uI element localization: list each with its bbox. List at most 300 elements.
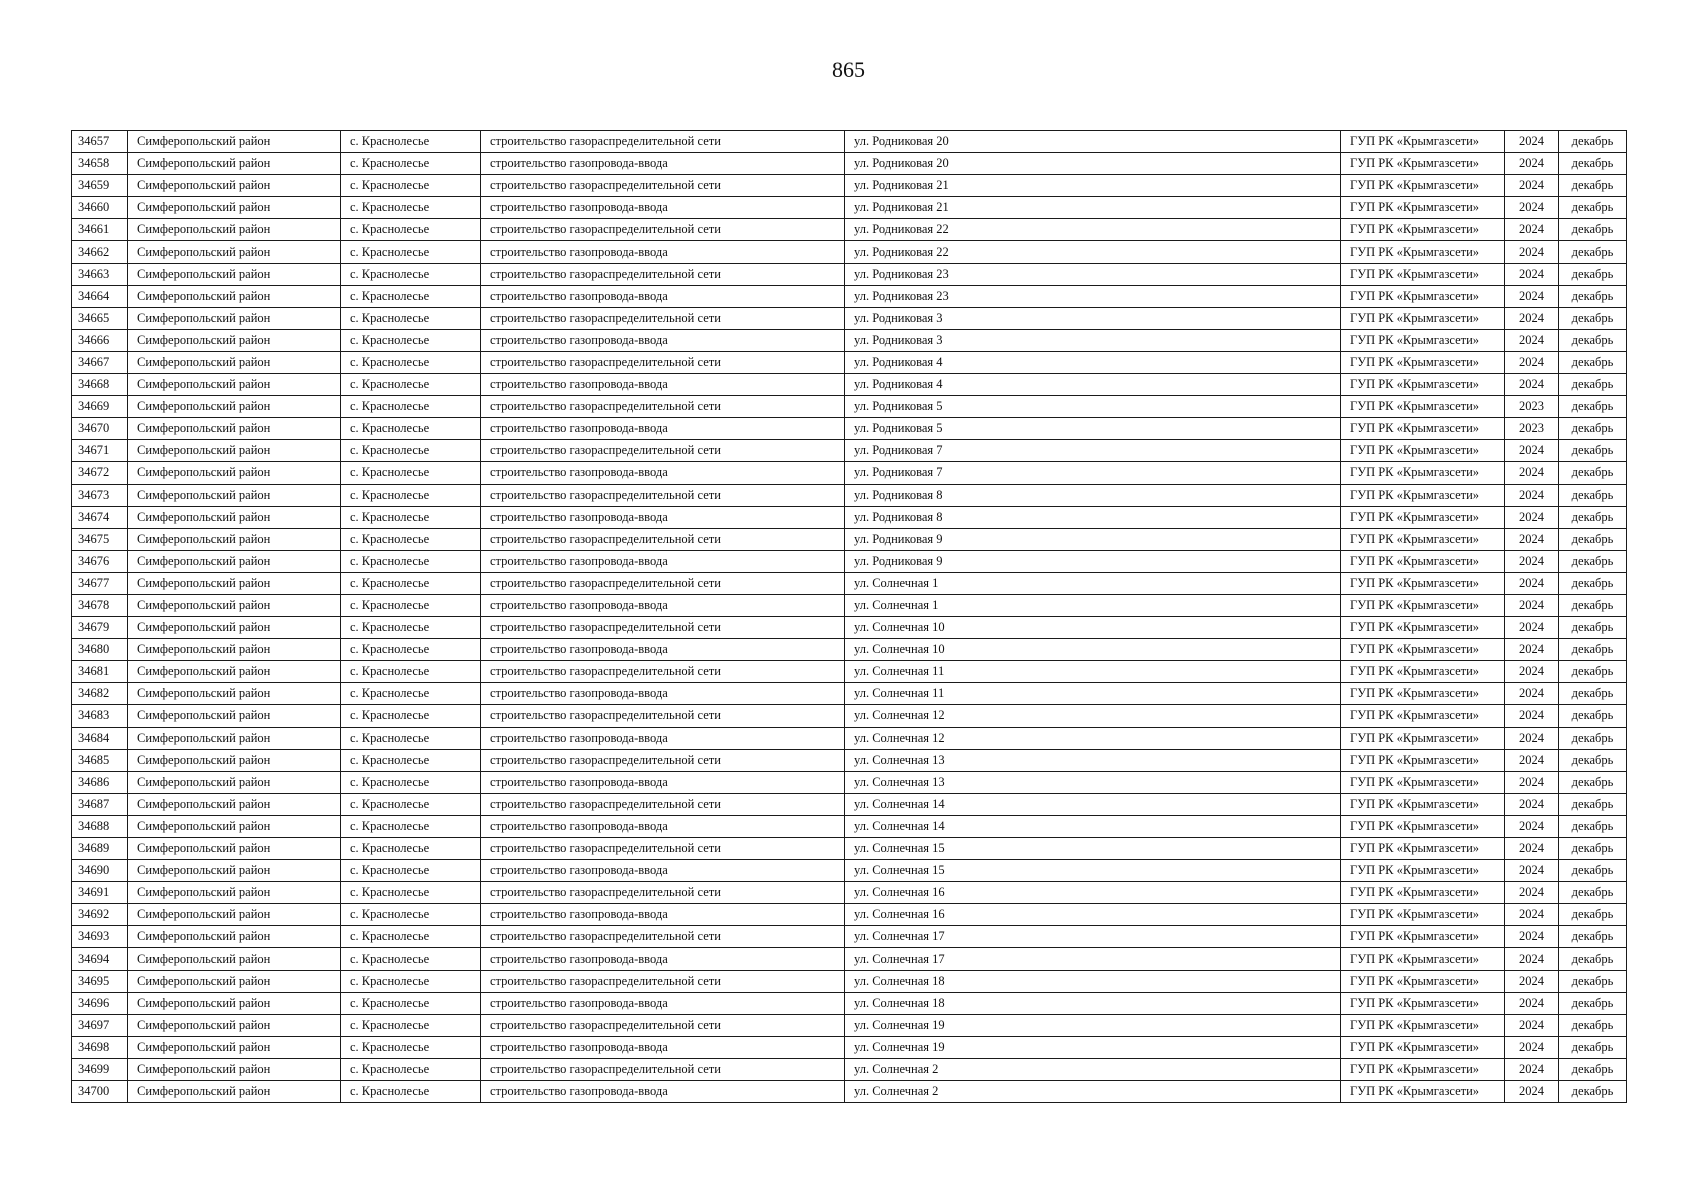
address-cell: ул. Солнечная 12 — [845, 727, 1341, 749]
settlement-cell: с. Краснолесье — [341, 617, 481, 639]
work-type-cell: строительство газопровода-ввода — [481, 1081, 845, 1103]
month-cell: декабрь — [1559, 219, 1627, 241]
settlement-cell: с. Краснолесье — [341, 594, 481, 616]
organization-cell: ГУП РК «Крымгазсети» — [1341, 661, 1505, 683]
address-cell: ул. Родниковая 9 — [845, 528, 1341, 550]
month-cell: декабрь — [1559, 351, 1627, 373]
table-row — [72, 639, 1627, 661]
row-number: 34672 — [72, 462, 128, 484]
district-cell: Симферопольский район — [128, 175, 341, 197]
month-cell: декабрь — [1559, 440, 1627, 462]
month-cell: декабрь — [1559, 1036, 1627, 1058]
year-cell: 2024 — [1505, 1081, 1559, 1103]
address-cell: ул. Родниковая 4 — [845, 374, 1341, 396]
year-cell: 2024 — [1505, 484, 1559, 506]
settlement-cell: с. Краснолесье — [341, 1081, 481, 1103]
address-cell: ул. Солнечная 16 — [845, 904, 1341, 926]
settlement-cell: с. Краснолесье — [341, 219, 481, 241]
table-row — [72, 815, 1627, 837]
settlement-cell: с. Краснолесье — [341, 440, 481, 462]
settlement-cell: с. Краснолесье — [341, 838, 481, 860]
year-cell: 2024 — [1505, 838, 1559, 860]
organization-cell: ГУП РК «Крымгазсети» — [1341, 550, 1505, 572]
organization-cell: ГУП РК «Крымгазсети» — [1341, 1081, 1505, 1103]
table-row — [72, 705, 1627, 727]
settlement-cell: с. Краснолесье — [341, 793, 481, 815]
work-type-cell: строительство газораспределительной сети — [481, 838, 845, 860]
work-type-cell: строительство газопровода-ввода — [481, 639, 845, 661]
row-number: 34658 — [72, 153, 128, 175]
work-type-cell: строительство газопровода-ввода — [481, 550, 845, 572]
address-cell: ул. Солнечная 15 — [845, 860, 1341, 882]
year-cell: 2024 — [1505, 594, 1559, 616]
year-cell: 2024 — [1505, 528, 1559, 550]
district-cell: Симферопольский район — [128, 970, 341, 992]
organization-cell: ГУП РК «Крымгазсети» — [1341, 440, 1505, 462]
table-row — [72, 1036, 1627, 1058]
organization-cell: ГУП РК «Крымгазсети» — [1341, 396, 1505, 418]
organization-cell: ГУП РК «Крымгазсети» — [1341, 484, 1505, 506]
year-cell: 2024 — [1505, 860, 1559, 882]
row-number: 34675 — [72, 528, 128, 550]
register-table — [71, 130, 1627, 1103]
table-row — [72, 329, 1627, 351]
district-cell: Симферопольский район — [128, 1014, 341, 1036]
organization-cell: ГУП РК «Крымгазсети» — [1341, 617, 1505, 639]
settlement-cell: с. Краснолесье — [341, 329, 481, 351]
address-cell: ул. Солнечная 11 — [845, 661, 1341, 683]
work-type-cell: строительство газопровода-ввода — [481, 771, 845, 793]
table-row — [72, 374, 1627, 396]
settlement-cell: с. Краснолесье — [341, 882, 481, 904]
month-cell: декабрь — [1559, 815, 1627, 837]
year-cell: 2024 — [1505, 351, 1559, 373]
district-cell: Симферопольский район — [128, 1058, 341, 1080]
month-cell: декабрь — [1559, 131, 1627, 153]
settlement-cell: с. Краснолесье — [341, 462, 481, 484]
work-type-cell: строительство газопровода-ввода — [481, 992, 845, 1014]
district-cell: Симферопольский район — [128, 484, 341, 506]
work-type-cell: строительство газораспределительной сети — [481, 175, 845, 197]
work-type-cell: строительство газопровода-ввода — [481, 1036, 845, 1058]
year-cell: 2024 — [1505, 572, 1559, 594]
row-number: 34679 — [72, 617, 128, 639]
address-cell: ул. Солнечная 19 — [845, 1014, 1341, 1036]
address-cell: ул. Родниковая 23 — [845, 285, 1341, 307]
row-number: 34666 — [72, 329, 128, 351]
settlement-cell: с. Краснолесье — [341, 241, 481, 263]
table-row — [72, 661, 1627, 683]
year-cell: 2024 — [1505, 1014, 1559, 1036]
row-number: 34686 — [72, 771, 128, 793]
work-type-cell: строительство газопровода-ввода — [481, 153, 845, 175]
organization-cell: ГУП РК «Крымгазсети» — [1341, 683, 1505, 705]
row-number: 34665 — [72, 307, 128, 329]
table-row — [72, 462, 1627, 484]
row-number: 34683 — [72, 705, 128, 727]
row-number: 34689 — [72, 838, 128, 860]
work-type-cell: строительство газораспределительной сети — [481, 219, 845, 241]
organization-cell: ГУП РК «Крымгазсети» — [1341, 948, 1505, 970]
work-type-cell: строительство газопровода-ввода — [481, 462, 845, 484]
organization-cell: ГУП РК «Крымгазсети» — [1341, 374, 1505, 396]
address-cell: ул. Родниковая 20 — [845, 153, 1341, 175]
year-cell: 2024 — [1505, 683, 1559, 705]
district-cell: Симферопольский район — [128, 550, 341, 572]
year-cell: 2024 — [1505, 1036, 1559, 1058]
year-cell: 2024 — [1505, 639, 1559, 661]
organization-cell: ГУП РК «Крымгазсети» — [1341, 594, 1505, 616]
district-cell: Симферопольский район — [128, 440, 341, 462]
row-number: 34690 — [72, 860, 128, 882]
settlement-cell: с. Краснолесье — [341, 1058, 481, 1080]
district-cell: Симферопольский район — [128, 661, 341, 683]
address-cell: ул. Родниковая 23 — [845, 263, 1341, 285]
row-number: 34697 — [72, 1014, 128, 1036]
page-number: 865 — [832, 57, 865, 82]
district-cell: Симферопольский район — [128, 307, 341, 329]
row-number: 34673 — [72, 484, 128, 506]
settlement-cell: с. Краснолесье — [341, 771, 481, 793]
work-type-cell: строительство газораспределительной сети — [481, 661, 845, 683]
row-number: 34659 — [72, 175, 128, 197]
table-row — [72, 793, 1627, 815]
organization-cell: ГУП РК «Крымгазсети» — [1341, 329, 1505, 351]
address-cell: ул. Родниковая 9 — [845, 550, 1341, 572]
month-cell: декабрь — [1559, 374, 1627, 396]
table-row — [72, 197, 1627, 219]
month-cell: декабрь — [1559, 572, 1627, 594]
district-cell: Симферопольский район — [128, 860, 341, 882]
district-cell: Симферопольский район — [128, 904, 341, 926]
month-cell: декабрь — [1559, 241, 1627, 263]
work-type-cell: строительство газораспределительной сети — [481, 351, 845, 373]
month-cell: декабрь — [1559, 594, 1627, 616]
year-cell: 2024 — [1505, 175, 1559, 197]
work-type-cell: строительство газопровода-ввода — [481, 683, 845, 705]
year-cell: 2024 — [1505, 131, 1559, 153]
settlement-cell: с. Краснолесье — [341, 860, 481, 882]
organization-cell: ГУП РК «Крымгазсети» — [1341, 528, 1505, 550]
row-number: 34698 — [72, 1036, 128, 1058]
address-cell: ул. Родниковая 5 — [845, 418, 1341, 440]
month-cell: декабрь — [1559, 153, 1627, 175]
month-cell: декабрь — [1559, 462, 1627, 484]
year-cell: 2024 — [1505, 285, 1559, 307]
year-cell: 2024 — [1505, 263, 1559, 285]
year-cell: 2024 — [1505, 219, 1559, 241]
row-number: 34694 — [72, 948, 128, 970]
address-cell: ул. Родниковая 22 — [845, 241, 1341, 263]
month-cell: декабрь — [1559, 1058, 1627, 1080]
work-type-cell: строительство газораспределительной сети — [481, 705, 845, 727]
work-type-cell: строительство газораспределительной сети — [481, 882, 845, 904]
district-cell: Симферопольский район — [128, 639, 341, 661]
organization-cell: ГУП РК «Крымгазсети» — [1341, 506, 1505, 528]
district-cell: Симферопольский район — [128, 948, 341, 970]
work-type-cell: строительство газопровода-ввода — [481, 727, 845, 749]
year-cell: 2024 — [1505, 904, 1559, 926]
month-cell: декабрь — [1559, 396, 1627, 418]
address-cell: ул. Солнечная 17 — [845, 948, 1341, 970]
district-cell: Симферопольский район — [128, 594, 341, 616]
table-row — [72, 528, 1627, 550]
year-cell: 2023 — [1505, 418, 1559, 440]
address-cell: ул. Солнечная 2 — [845, 1081, 1341, 1103]
month-cell: декабрь — [1559, 1081, 1627, 1103]
address-cell: ул. Солнечная 1 — [845, 594, 1341, 616]
organization-cell: ГУП РК «Крымгазсети» — [1341, 926, 1505, 948]
row-number: 34700 — [72, 1081, 128, 1103]
table-row — [72, 970, 1627, 992]
month-cell: декабрь — [1559, 617, 1627, 639]
row-number: 34667 — [72, 351, 128, 373]
address-cell: ул. Солнечная 15 — [845, 838, 1341, 860]
organization-cell: ГУП РК «Крымгазсети» — [1341, 219, 1505, 241]
organization-cell: ГУП РК «Крымгазсети» — [1341, 639, 1505, 661]
month-cell: декабрь — [1559, 175, 1627, 197]
year-cell: 2024 — [1505, 705, 1559, 727]
organization-cell: ГУП РК «Крымгазсети» — [1341, 815, 1505, 837]
organization-cell: ГУП РК «Крымгазсети» — [1341, 727, 1505, 749]
settlement-cell: с. Краснолесье — [341, 418, 481, 440]
organization-cell: ГУП РК «Крымгазсети» — [1341, 860, 1505, 882]
month-cell: декабрь — [1559, 793, 1627, 815]
organization-cell: ГУП РК «Крымгазсети» — [1341, 153, 1505, 175]
settlement-cell: с. Краснолесье — [341, 351, 481, 373]
month-cell: декабрь — [1559, 639, 1627, 661]
address-cell: ул. Солнечная 12 — [845, 705, 1341, 727]
work-type-cell: строительство газораспределительной сети — [481, 131, 845, 153]
month-cell: декабрь — [1559, 970, 1627, 992]
work-type-cell: строительство газораспределительной сети — [481, 572, 845, 594]
organization-cell: ГУП РК «Крымгазсети» — [1341, 838, 1505, 860]
settlement-cell: с. Краснолесье — [341, 506, 481, 528]
month-cell: декабрь — [1559, 263, 1627, 285]
month-cell: декабрь — [1559, 904, 1627, 926]
table-row — [72, 307, 1627, 329]
table-row — [72, 572, 1627, 594]
table-row — [72, 1081, 1627, 1103]
year-cell: 2024 — [1505, 440, 1559, 462]
address-cell: ул. Родниковая 5 — [845, 396, 1341, 418]
month-cell: декабрь — [1559, 418, 1627, 440]
address-cell: ул. Родниковая 8 — [845, 484, 1341, 506]
organization-cell: ГУП РК «Крымгазсети» — [1341, 705, 1505, 727]
month-cell: декабрь — [1559, 705, 1627, 727]
table-row — [72, 506, 1627, 528]
row-number: 34682 — [72, 683, 128, 705]
district-cell: Симферопольский район — [128, 462, 341, 484]
organization-cell: ГУП РК «Крымгазсети» — [1341, 904, 1505, 926]
organization-cell: ГУП РК «Крымгазсети» — [1341, 285, 1505, 307]
row-number: 34685 — [72, 749, 128, 771]
table-row — [72, 904, 1627, 926]
settlement-cell: с. Краснолесье — [341, 153, 481, 175]
table-row — [72, 484, 1627, 506]
year-cell: 2024 — [1505, 926, 1559, 948]
work-type-cell: строительство газопровода-ввода — [481, 948, 845, 970]
district-cell: Симферопольский район — [128, 418, 341, 440]
organization-cell: ГУП РК «Крымгазсети» — [1341, 307, 1505, 329]
district-cell: Симферопольский район — [128, 131, 341, 153]
work-type-cell: строительство газораспределительной сети — [481, 749, 845, 771]
settlement-cell: с. Краснолесье — [341, 484, 481, 506]
month-cell: декабрь — [1559, 948, 1627, 970]
table-row — [72, 1014, 1627, 1036]
year-cell: 2024 — [1505, 771, 1559, 793]
row-number: 34693 — [72, 926, 128, 948]
address-cell: ул. Родниковая 7 — [845, 462, 1341, 484]
month-cell: декабрь — [1559, 285, 1627, 307]
row-number: 34657 — [72, 131, 128, 153]
organization-cell: ГУП РК «Крымгазсети» — [1341, 882, 1505, 904]
district-cell: Симферопольский район — [128, 882, 341, 904]
district-cell: Симферопольский район — [128, 374, 341, 396]
district-cell: Симферопольский район — [128, 506, 341, 528]
table-row — [72, 617, 1627, 639]
table-row — [72, 153, 1627, 175]
row-number: 34688 — [72, 815, 128, 837]
table-row — [72, 219, 1627, 241]
row-number: 34664 — [72, 285, 128, 307]
organization-cell: ГУП РК «Крымгазсети» — [1341, 131, 1505, 153]
row-number: 34695 — [72, 970, 128, 992]
organization-cell: ГУП РК «Крымгазсети» — [1341, 462, 1505, 484]
settlement-cell: с. Краснолесье — [341, 639, 481, 661]
organization-cell: ГУП РК «Крымгазсети» — [1341, 197, 1505, 219]
organization-cell: ГУП РК «Крымгазсети» — [1341, 1014, 1505, 1036]
address-cell: ул. Солнечная 13 — [845, 749, 1341, 771]
work-type-cell: строительство газопровода-ввода — [481, 241, 845, 263]
district-cell: Симферопольский район — [128, 396, 341, 418]
address-cell: ул. Родниковая 21 — [845, 197, 1341, 219]
table-row — [72, 683, 1627, 705]
work-type-cell: строительство газораспределительной сети — [481, 263, 845, 285]
settlement-cell: с. Краснолесье — [341, 1014, 481, 1036]
settlement-cell: с. Краснолесье — [341, 815, 481, 837]
year-cell: 2024 — [1505, 992, 1559, 1014]
settlement-cell: с. Краснолесье — [341, 727, 481, 749]
year-cell: 2024 — [1505, 241, 1559, 263]
settlement-cell: с. Краснолесье — [341, 749, 481, 771]
organization-cell: ГУП РК «Крымгазсети» — [1341, 572, 1505, 594]
table-row — [72, 948, 1627, 970]
table-row — [72, 440, 1627, 462]
row-number: 34678 — [72, 594, 128, 616]
work-type-cell: строительство газораспределительной сети — [481, 307, 845, 329]
year-cell: 2024 — [1505, 506, 1559, 528]
settlement-cell: с. Краснолесье — [341, 528, 481, 550]
settlement-cell: с. Краснолесье — [341, 1036, 481, 1058]
address-cell: ул. Родниковая 8 — [845, 506, 1341, 528]
row-number: 34671 — [72, 440, 128, 462]
settlement-cell: с. Краснолесье — [341, 263, 481, 285]
table-row — [72, 926, 1627, 948]
address-cell: ул. Солнечная 17 — [845, 926, 1341, 948]
district-cell: Симферопольский район — [128, 1081, 341, 1103]
table-row — [72, 860, 1627, 882]
month-cell: декабрь — [1559, 992, 1627, 1014]
row-number: 34660 — [72, 197, 128, 219]
district-cell: Симферопольский район — [128, 749, 341, 771]
table-row — [72, 418, 1627, 440]
work-type-cell: строительство газораспределительной сети — [481, 528, 845, 550]
address-cell: ул. Солнечная 16 — [845, 882, 1341, 904]
work-type-cell: строительство газораспределительной сети — [481, 484, 845, 506]
district-cell: Симферопольский район — [128, 727, 341, 749]
year-cell: 2024 — [1505, 1058, 1559, 1080]
settlement-cell: с. Краснолесье — [341, 970, 481, 992]
year-cell: 2024 — [1505, 749, 1559, 771]
row-number: 34663 — [72, 263, 128, 285]
month-cell: декабрь — [1559, 661, 1627, 683]
table-row — [72, 550, 1627, 572]
month-cell: декабрь — [1559, 484, 1627, 506]
row-number: 34699 — [72, 1058, 128, 1080]
year-cell: 2024 — [1505, 815, 1559, 837]
settlement-cell: с. Краснолесье — [341, 550, 481, 572]
year-cell: 2024 — [1505, 307, 1559, 329]
table-row — [72, 838, 1627, 860]
settlement-cell: с. Краснолесье — [341, 307, 481, 329]
month-cell: декабрь — [1559, 683, 1627, 705]
settlement-cell: с. Краснолесье — [341, 661, 481, 683]
settlement-cell: с. Краснолесье — [341, 904, 481, 926]
month-cell: декабрь — [1559, 197, 1627, 219]
district-cell: Симферопольский район — [128, 815, 341, 837]
month-cell: декабрь — [1559, 926, 1627, 948]
year-cell: 2024 — [1505, 617, 1559, 639]
row-number: 34681 — [72, 661, 128, 683]
district-cell: Симферопольский район — [128, 793, 341, 815]
month-cell: декабрь — [1559, 506, 1627, 528]
address-cell: ул. Родниковая 3 — [845, 307, 1341, 329]
address-cell: ул. Родниковая 4 — [845, 351, 1341, 373]
district-cell: Симферопольский район — [128, 219, 341, 241]
work-type-cell: строительство газопровода-ввода — [481, 285, 845, 307]
month-cell: декабрь — [1559, 860, 1627, 882]
work-type-cell: строительство газопровода-ввода — [481, 506, 845, 528]
table-row — [72, 771, 1627, 793]
month-cell: декабрь — [1559, 550, 1627, 572]
organization-cell: ГУП РК «Крымгазсети» — [1341, 992, 1505, 1014]
month-cell: декабрь — [1559, 528, 1627, 550]
month-cell: декабрь — [1559, 838, 1627, 860]
address-cell: ул. Родниковая 22 — [845, 219, 1341, 241]
row-number: 34684 — [72, 727, 128, 749]
year-cell: 2024 — [1505, 948, 1559, 970]
work-type-cell: строительство газораспределительной сети — [481, 396, 845, 418]
district-cell: Симферопольский район — [128, 926, 341, 948]
district-cell: Симферопольский район — [128, 153, 341, 175]
district-cell: Симферопольский район — [128, 329, 341, 351]
row-number: 34677 — [72, 572, 128, 594]
address-cell: ул. Родниковая 20 — [845, 131, 1341, 153]
work-type-cell: строительство газопровода-ввода — [481, 594, 845, 616]
row-number: 34676 — [72, 550, 128, 572]
row-number: 34696 — [72, 992, 128, 1014]
settlement-cell: с. Краснолесье — [341, 175, 481, 197]
work-type-cell: строительство газопровода-ввода — [481, 815, 845, 837]
settlement-cell: с. Краснолесье — [341, 131, 481, 153]
work-type-cell: строительство газопровода-ввода — [481, 860, 845, 882]
address-cell: ул. Родниковая 21 — [845, 175, 1341, 197]
district-cell: Симферопольский район — [128, 285, 341, 307]
settlement-cell: с. Краснолесье — [341, 926, 481, 948]
row-number: 34691 — [72, 882, 128, 904]
district-cell: Симферопольский район — [128, 838, 341, 860]
